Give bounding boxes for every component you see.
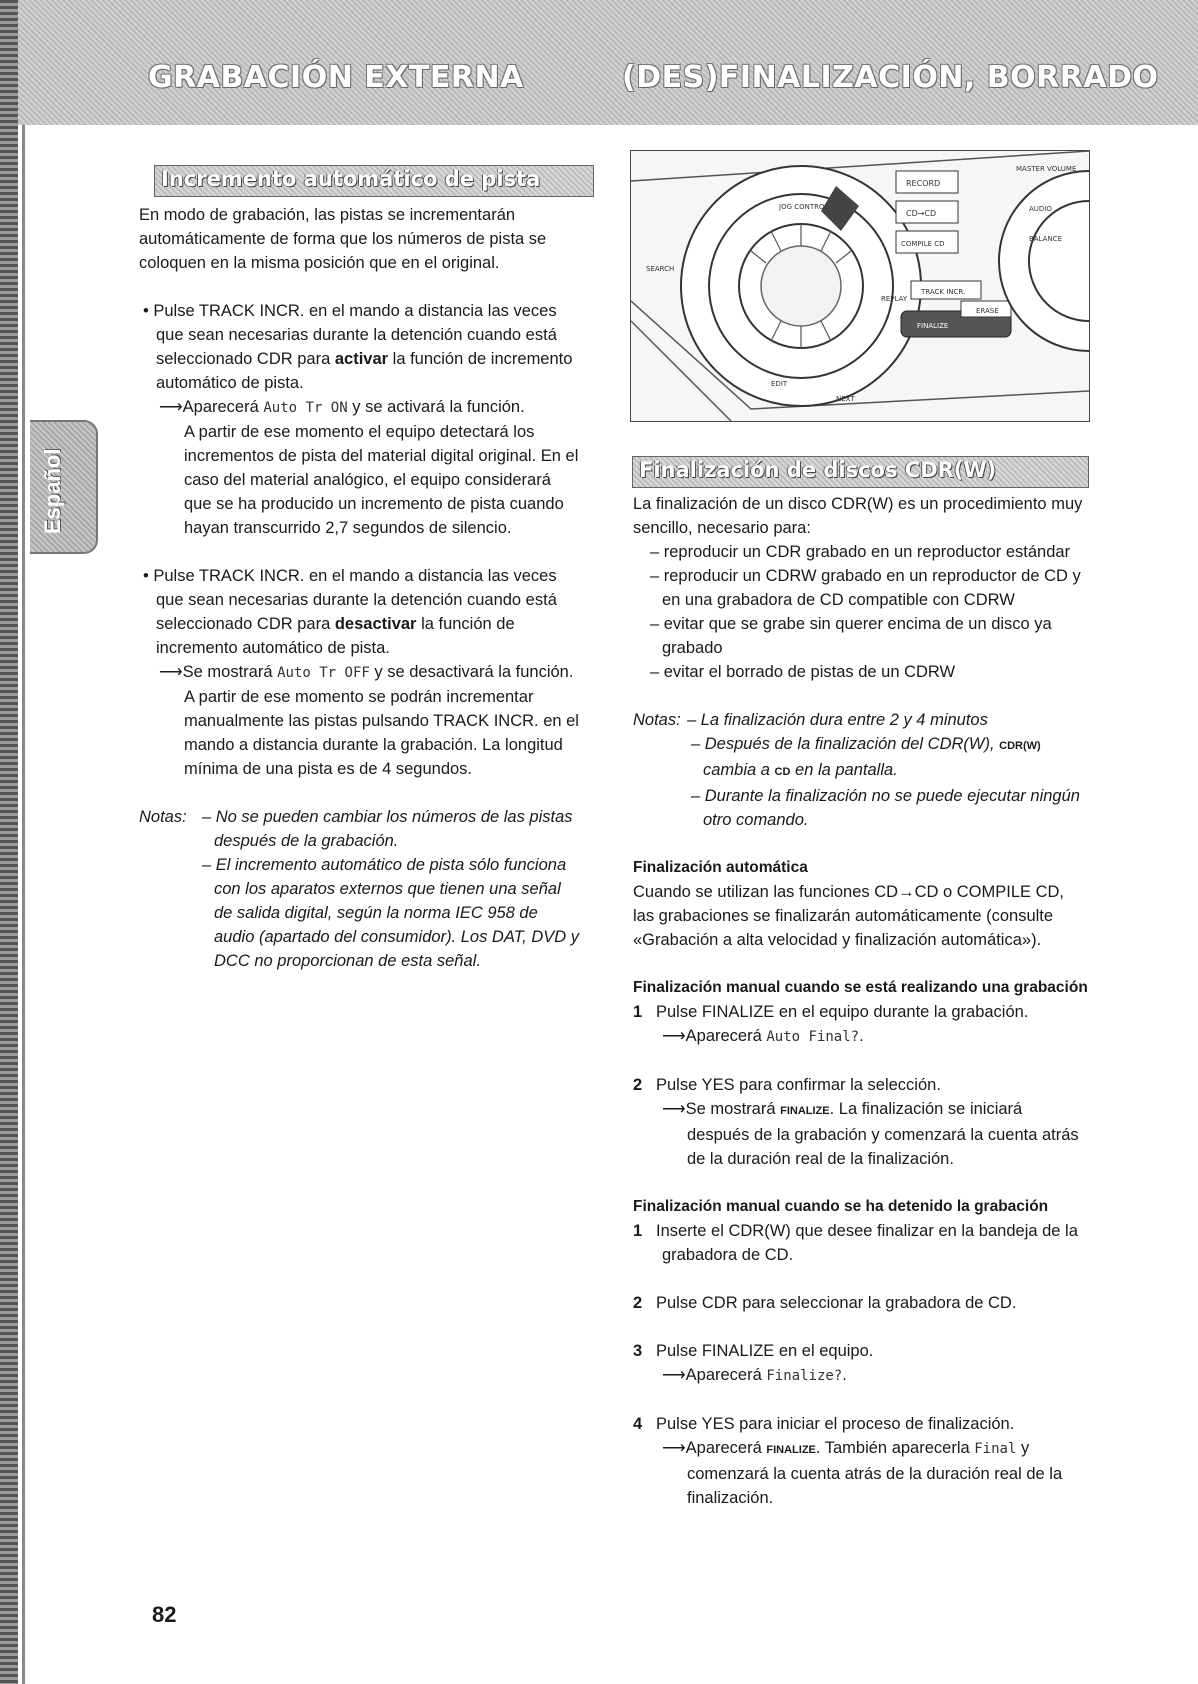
display-text: CDR(W) (999, 740, 1041, 752)
result-activate-detail: A partir de ese momento el equipo detectará los incrementos de pista del material digital original. En el caso del material analógico, el equipo considerará que se ha producido un incremento de pista cuando hayan transcurrido 2,7 segundos de silencio. (184, 423, 579, 537)
step (633, 1000, 1088, 1024)
result-prefix: Se mostrará (182, 663, 278, 681)
svg-text:TRACK INCR.: TRACK INCR. (921, 288, 966, 296)
header-left-title: GRABACIÓN EXTERNA (148, 60, 524, 95)
result-suffix: . La finalización se iniciará después de la grabación y comenzará la cuenta atrás de la duración real de la finalización. (687, 1100, 1079, 1168)
bullet-text: Pulse TRACK INCR. en el mando a distancia las veces que sean necesarias durante la detención cuando está seleccionado CDR para (153, 302, 557, 368)
right-column (633, 492, 1088, 1510)
bullet-bold: desactivar (334, 615, 417, 633)
purpose-item: – evitar que se grabe sin querer encima de un disco ya grabado (650, 615, 1052, 657)
step-text: Pulse FINALIZE en el equipo durante la grabación. (656, 1003, 1029, 1021)
step (633, 1339, 1088, 1363)
display-text: Auto Tr ON (263, 400, 348, 416)
note-item: – No se pueden cambiar los números de las pistas después de la grabación. (202, 808, 573, 850)
intro-text: En modo de grabación, las pistas se incrementarán automáticamente de forma que los números de pista se coloquen en la misma posición que en el original. (139, 206, 547, 272)
svg-text:COMPILE CD: COMPILE CD (901, 240, 945, 248)
svg-text:RECORD: RECORD (906, 179, 941, 188)
result-suffix: y comenzará la cuenta atrás de la duración real de la finalización. (687, 1439, 1063, 1507)
display-text: Auto Tr OFF (277, 665, 370, 681)
result-prefix: Aparecerá (685, 1366, 767, 1384)
intro-text: La finalización de un disco CDR(W) es un procedimiento muy sencillo, necesario para: (633, 495, 1083, 537)
display-text: CD (774, 766, 791, 778)
display-text: FINALIZE (766, 1444, 816, 1456)
step-text: Pulse CDR para seleccionar la grabadora de CD. (656, 1294, 1017, 1312)
step-number: 3 (633, 1342, 643, 1360)
result-suffix: y se activará la función. (347, 398, 525, 416)
section-header-track-increment (154, 165, 594, 197)
svg-text:NEXT: NEXT (836, 395, 855, 403)
note-item (633, 732, 1088, 784)
svg-text:MASTER VOLUME: MASTER VOLUME (1016, 165, 1077, 173)
result-prefix: Aparecerá (685, 1027, 767, 1045)
bullet-activate: • Pulse TRACK INCR. en el mando a distancia las veces que sean necesarias durante la detención cuando está seleccionado CDR para activar la función de incremento automático de pista. (143, 302, 573, 392)
result-prefix: Se mostrará (685, 1100, 781, 1118)
result-suffix: . (859, 1027, 864, 1045)
binding-edge (0, 0, 18, 1684)
step-result: ⟶Aparecerá Finalize?. (662, 1366, 847, 1384)
purpose-item: – evitar el borrado de pistas de un CDRW (650, 663, 956, 681)
svg-text:JOG CONTROL: JOG CONTROL (779, 203, 829, 211)
language-tab-label: Español (40, 448, 65, 534)
svg-text:AUDIO: AUDIO (1029, 205, 1052, 213)
purpose-item: – reproducir un CDRW grabado en un reproductor de CD y en una grabadora de CD compatible con CDRW (650, 567, 1081, 609)
step-text: Pulse YES para iniciar el proceso de finalización. (656, 1415, 1015, 1433)
device-illustration (630, 150, 1090, 422)
result-activate: ⟶Aparecerá Auto Tr ON y se activará la función. (159, 398, 525, 416)
bullet-text-end: la función de incremento automático de pista. (156, 350, 573, 392)
display-text: Final (974, 1441, 1017, 1457)
subheading-manual-during-recording: Finalización manual cuando se está realizando una grabación (633, 979, 1088, 996)
step-text: Inserte el CDR(W) que desee finalizar en la bandeja de la grabadora de CD. (656, 1222, 1078, 1264)
purpose-item: – reproducir un CDR grabado en un reproductor estándar (650, 543, 1071, 561)
page-header (0, 0, 1198, 125)
bullet-text-end: la función de incremento automático de pista. (156, 615, 515, 657)
step (633, 1219, 1088, 1267)
display-text: Finalize? (766, 1368, 843, 1384)
step-number: 2 (633, 1294, 643, 1312)
language-tab (30, 420, 98, 554)
display-text: FINALIZE (780, 1105, 830, 1117)
svg-text:CD→CD: CD→CD (906, 209, 937, 218)
notes-block (139, 805, 579, 973)
svg-text:EDIT: EDIT (771, 380, 788, 388)
result-prefix: Aparecerá (182, 398, 264, 416)
note-text: – Después de la finalización del CDR(W), (691, 735, 1000, 753)
device-front-panel-drawing (631, 151, 1089, 421)
note-text: cambia a (703, 761, 775, 779)
section-title: Incremento automático de pista (161, 167, 541, 191)
subheading-manual-stopped: Finalización manual cuando se ha detenido la grabación (633, 1198, 1049, 1215)
step (633, 1291, 1088, 1315)
result-suffix: . (842, 1366, 847, 1384)
step-result: ⟶Aparecerá FINALIZE. También aparecerla Final y comenzará la cuenta atrás de la duración real de la finalización. (662, 1439, 1063, 1507)
step-result: ⟶Se mostrará FINALIZE. La finalización se iniciará después de la grabación y comenzará la cuenta atrás de la duración real de la finalización. (662, 1100, 1079, 1168)
result-deactivate: ⟶Se mostrará Auto Tr OFF y se desactivará la función. A partir de ese momento se podrán incrementar manualmente las pistas pulsando TRACK INCR. en el mando a distancia durante la grabación. La longitud mínima de una pista es de 4 segundos. (159, 663, 579, 778)
subheading-auto-finalization: Finalización automática (633, 859, 808, 876)
notes-block (633, 708, 1088, 832)
page-number: 82 (152, 1602, 177, 1627)
step-text: Pulse YES para confirmar la selección. (656, 1076, 941, 1094)
note-text: en la pantalla. (790, 761, 898, 779)
note-item: – El incremento automático de pista sólo funciona con los aparatos externos que tienen una señal de salida digital, según la norma IEC 958 de audio (apartado del consumidor). Los DAT, DVD y DCC no proporcionan de esta señal. (202, 856, 580, 970)
header-right-title: (DES)FINALIZACIÓN, BORRADO (622, 60, 1159, 95)
bullet-deactivate: • Pulse TRACK INCR. en el mando a distancia las veces que sean necesarias durante la detención cuando está seleccionado CDR para desactivar la función de incremento automático de pista. (143, 567, 557, 657)
binding-line (22, 125, 25, 1684)
bullet-text: Pulse TRACK INCR. en el mando a distancia las veces que sean necesarias durante la detención cuando está seleccionado CDR para (153, 567, 557, 633)
step-result: ⟶Aparecerá Auto Final?. (662, 1027, 864, 1045)
svg-text:ERASE: ERASE (976, 307, 999, 315)
step (633, 1073, 1088, 1097)
step (633, 1412, 1088, 1436)
svg-text:FINALIZE: FINALIZE (917, 322, 949, 330)
step-number: 2 (633, 1076, 643, 1094)
left-column (139, 203, 579, 973)
result-prefix: Aparecerá (685, 1439, 767, 1457)
notes-label: Notas: (633, 711, 681, 729)
notes-label: Notas: (139, 808, 187, 826)
note-item: – La finalización dura entre 2 y 4 minutos (687, 711, 988, 729)
step-number: 1 (633, 1003, 643, 1021)
svg-text:SEARCH: SEARCH (646, 265, 675, 273)
svg-text:BALANCE: BALANCE (1029, 235, 1062, 243)
bullet-bold: activar (334, 350, 389, 368)
note-item: – Durante la finalización no se puede ejecutar ningún otro comando. (691, 787, 1080, 829)
section-header-finalization (632, 456, 1089, 488)
auto-finalization-text: Cuando se utilizan las funciones CD→CD o COMPILE CD, las grabaciones se finalizarán automáticamente (consulte «Grabación a alta velocidad y finalización automática»). (633, 883, 1065, 949)
display-text: Auto Final? (766, 1029, 860, 1045)
section-title: Finalización de discos CDR(W) (639, 458, 997, 482)
step-text: Pulse FINALIZE en el equipo. (656, 1342, 874, 1360)
result-suffix: y se desactivará la función. A partir de ese momento se podrán incrementar manualmente las pistas pulsando TRACK INCR. en el mando a distancia durante la grabación. La longitud mínima de una pista es de 4 segundos. (184, 663, 579, 778)
svg-text:REPLAY: REPLAY (881, 295, 908, 303)
result-text: . También aparecerla (815, 1439, 975, 1457)
step-number: 1 (633, 1222, 643, 1240)
step-number: 4 (633, 1415, 643, 1433)
